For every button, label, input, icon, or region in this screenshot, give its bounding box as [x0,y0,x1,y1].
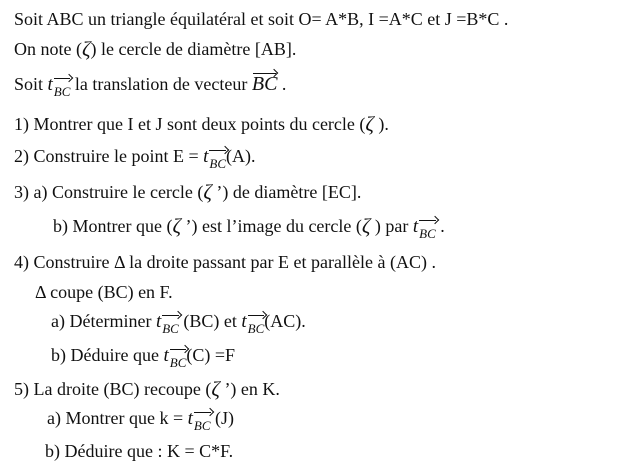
text-after: ’) en K. [219,379,280,399]
statement-text: Soit ABC un triangle équilatéral et soit O= A*B, I =A*C et J =B*C . [14,9,509,29]
translation-t: t [163,345,169,366]
question-3b [53,214,445,239]
question-5a [47,407,234,431]
text-before: 2) Construire le point E = [14,146,204,166]
question-text: b) Déduire que : K = C*F. [45,441,234,461]
delta-symbol: Δ [35,282,46,302]
text-after: coupe (BC) en F. [45,282,173,302]
zeta-symbol: ζ [81,37,91,61]
text-before: a) Montrer que k = [47,408,188,428]
text-after: (J) [210,408,235,428]
translation-t: t [47,74,53,95]
text-before: 3) a) Construire le cercle ( [14,182,204,202]
question-5 [14,377,280,400]
translation-vector-sub: BC [194,415,211,437]
translation-symbol [203,145,226,169]
statement-line-2 [14,37,296,60]
text-after: ) le cercle de diamètre [AB]. [90,39,297,59]
statement-line-1 [14,8,508,30]
translation-vector-sub: BC [162,318,179,340]
translation-t: t [412,216,419,237]
text-middle: (BC) et [178,311,242,331]
text-before: b) Déduire que [51,345,164,365]
question-3a [14,180,361,203]
translation-t: t [241,311,247,332]
question-5b [45,440,233,462]
text-before: 1) Montrer que I et J sont deux points du cercle ( [14,114,366,134]
question-4a [51,310,306,334]
translation-t: t [187,408,193,429]
vector-bc: BC [251,73,278,95]
text-after: . [435,216,445,236]
zeta-symbol: ζ [211,377,220,401]
text-middle: la translation de vecteur [70,74,252,94]
text-before: 5) La droite (BC) recoupe ( [14,379,212,399]
translation-symbol [163,344,186,368]
translation-symbol-1 [156,310,179,334]
zeta-symbol: ζ [203,180,212,204]
text-after: . [277,74,287,94]
text-before: a) Déterminer [51,311,156,331]
text-middle: ’) est l’image du cercle ( [180,216,362,236]
statement-line-3 [14,73,286,97]
question-4b [51,344,235,368]
zeta-symbol-2: ζ [361,214,371,238]
text-middle-2: ) par [370,216,413,236]
text-before: 4) Construire [14,252,114,272]
translation-vector-sub: BC [170,352,187,374]
question-1 [14,112,389,135]
translation-symbol [413,215,436,239]
translation-vector-sub: BC [248,318,265,340]
text-after: la droite passant par E et parallèle à (AC) . [124,252,436,272]
text-after: (A). [226,146,256,166]
translation-vector-sub: BC [54,81,71,103]
text-before: On note ( [14,39,82,59]
translation-symbol [188,407,211,431]
question-4 [14,251,436,273]
text-after: ’) de diamètre [EC]. [211,182,362,202]
zeta-symbol-1: ζ [172,214,181,238]
translation-vector-sub: BC [209,153,226,175]
question-4-intersection [35,281,173,303]
text-after: ). [373,114,389,134]
translation-symbol-2 [241,310,264,334]
translation-t: t [203,146,209,167]
text-after: (AC). [264,311,306,331]
translation-symbol [48,73,71,97]
translation-vector-sub: BC [419,223,436,245]
translation-t: t [155,311,162,332]
delta-symbol: Δ [113,252,125,272]
zeta-symbol: ζ [365,112,374,136]
question-2 [14,145,256,169]
text-after: (C) =F [186,345,236,365]
text-before: Soit [14,74,48,94]
text-before: b) Montrer que ( [53,216,173,236]
